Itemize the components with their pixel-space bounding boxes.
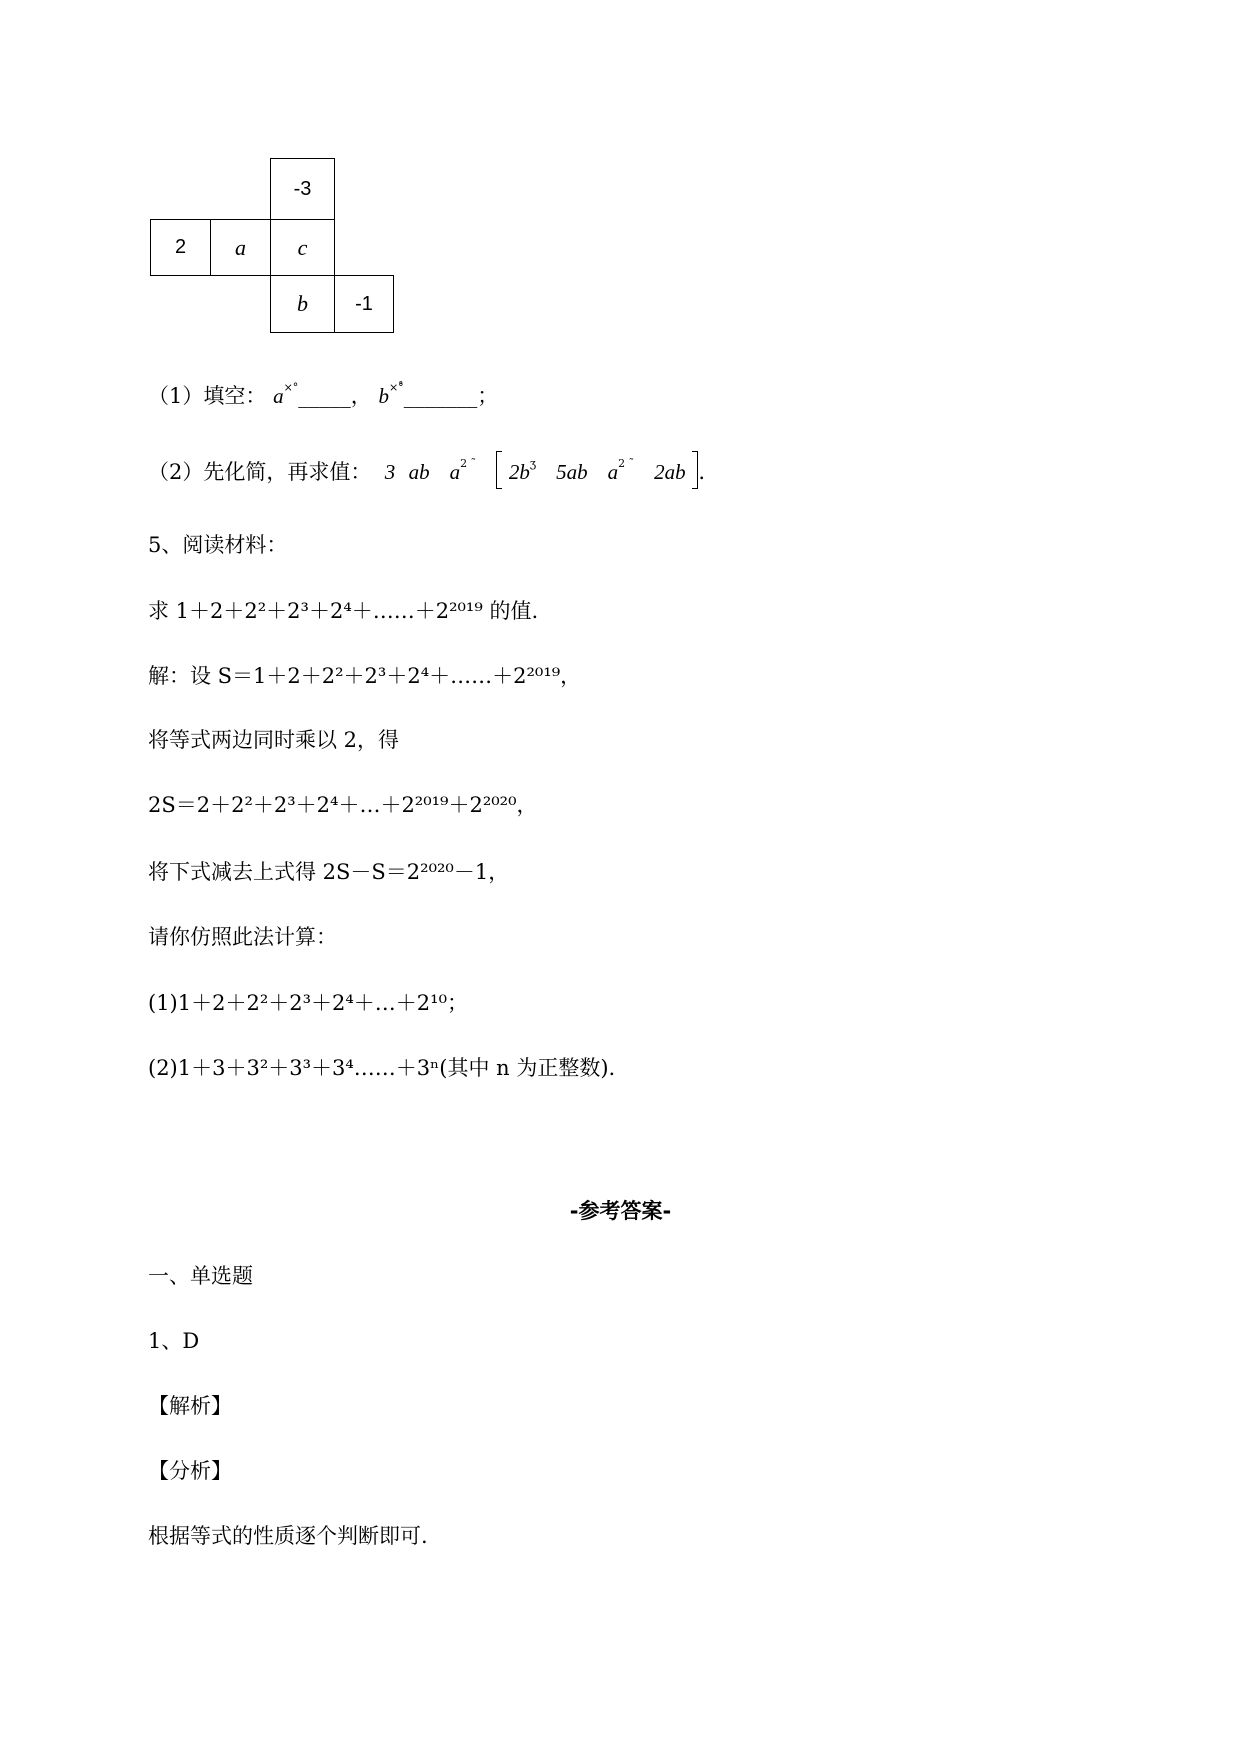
q1-a-var: a [273, 384, 284, 408]
answer-text: 根据等式的性质逐个判断即可. [148, 1524, 428, 1548]
q2-term-4: 2b [508, 460, 530, 484]
q1-b-mark: ×°̊ [388, 381, 404, 394]
problem-5-line-6: 请你仿照此法计算： [148, 925, 337, 949]
question-1 [148, 373, 498, 411]
problem-5-line-3: 将等式两边同时乘以 2，得 [148, 728, 400, 752]
analysis-label: 【解析】 [148, 1394, 232, 1418]
q1-prefix: （1）填空： [148, 384, 267, 408]
q1-blank-b: _______ [403, 384, 478, 408]
q2-term-1: 3 [384, 460, 396, 484]
net-cell-top: -3 [270, 158, 335, 220]
problem-5-line-7: (1)1＋2＋2²＋2³＋2⁴＋…＋2¹⁰； [148, 991, 469, 1015]
answers-heading: -参考答案- [569, 1199, 672, 1223]
reasoning-label: 【分析】 [148, 1459, 232, 1483]
answers-section: 一、单选题 [148, 1264, 253, 1288]
problem-5-line-5: 将下式减去上式得 2S－S＝2²⁰²⁰－1， [148, 860, 510, 884]
net-cell-left1: 2 [150, 219, 211, 276]
problem-5-line-2: 解：设 S＝1＋2＋2²＋2³＋2⁴＋……＋2²⁰¹⁹， [148, 664, 582, 688]
q1-blank-a: _____ [298, 384, 351, 408]
q2-term-7: 2ab [654, 460, 686, 484]
q1-end: ； [477, 384, 499, 408]
net-cell-center: c [270, 219, 335, 276]
q2-term-5: 5ab [556, 460, 588, 484]
problem-5-line-1: 求 1＋2＋2²＋2³＋2⁴＋……＋2²⁰¹⁹ 的值. [148, 599, 539, 623]
q2-bracket-left [496, 451, 502, 489]
answer-item-1: 1、D [148, 1329, 200, 1353]
q2-term-3: a [449, 460, 461, 484]
question-2: （2）先化简，再求值： 3 ab $a^{2 ˜}$ $2b^ʒ$ 5ab $a^{2 ˜}$ 2ab . [148, 449, 705, 489]
net-cell-bottom: b [270, 275, 335, 333]
q2-end: . [698, 460, 706, 484]
net-cell-left2: a [210, 219, 271, 276]
q1-sep: ， [350, 384, 372, 408]
q2-prefix: （2）先化简，再求值： [148, 460, 372, 484]
q1-a-mark: ×° [283, 381, 299, 394]
problem-5-line-8: (2)1＋3＋3²＋3³＋3⁴……＋3ⁿ(其中 n 为正整数). [148, 1056, 616, 1080]
q2-term-6: a [607, 460, 619, 484]
net-cell-bottom-right: -1 [334, 275, 394, 333]
problem-5-title: 5、阅读材料： [148, 533, 288, 557]
q2-term-2: ab [408, 460, 430, 484]
q1-b-var: b [378, 384, 389, 408]
problem-5-line-4: 2S＝2＋2²＋2³＋2⁴＋…＋2²⁰¹⁹＋2²⁰²⁰， [148, 793, 538, 817]
